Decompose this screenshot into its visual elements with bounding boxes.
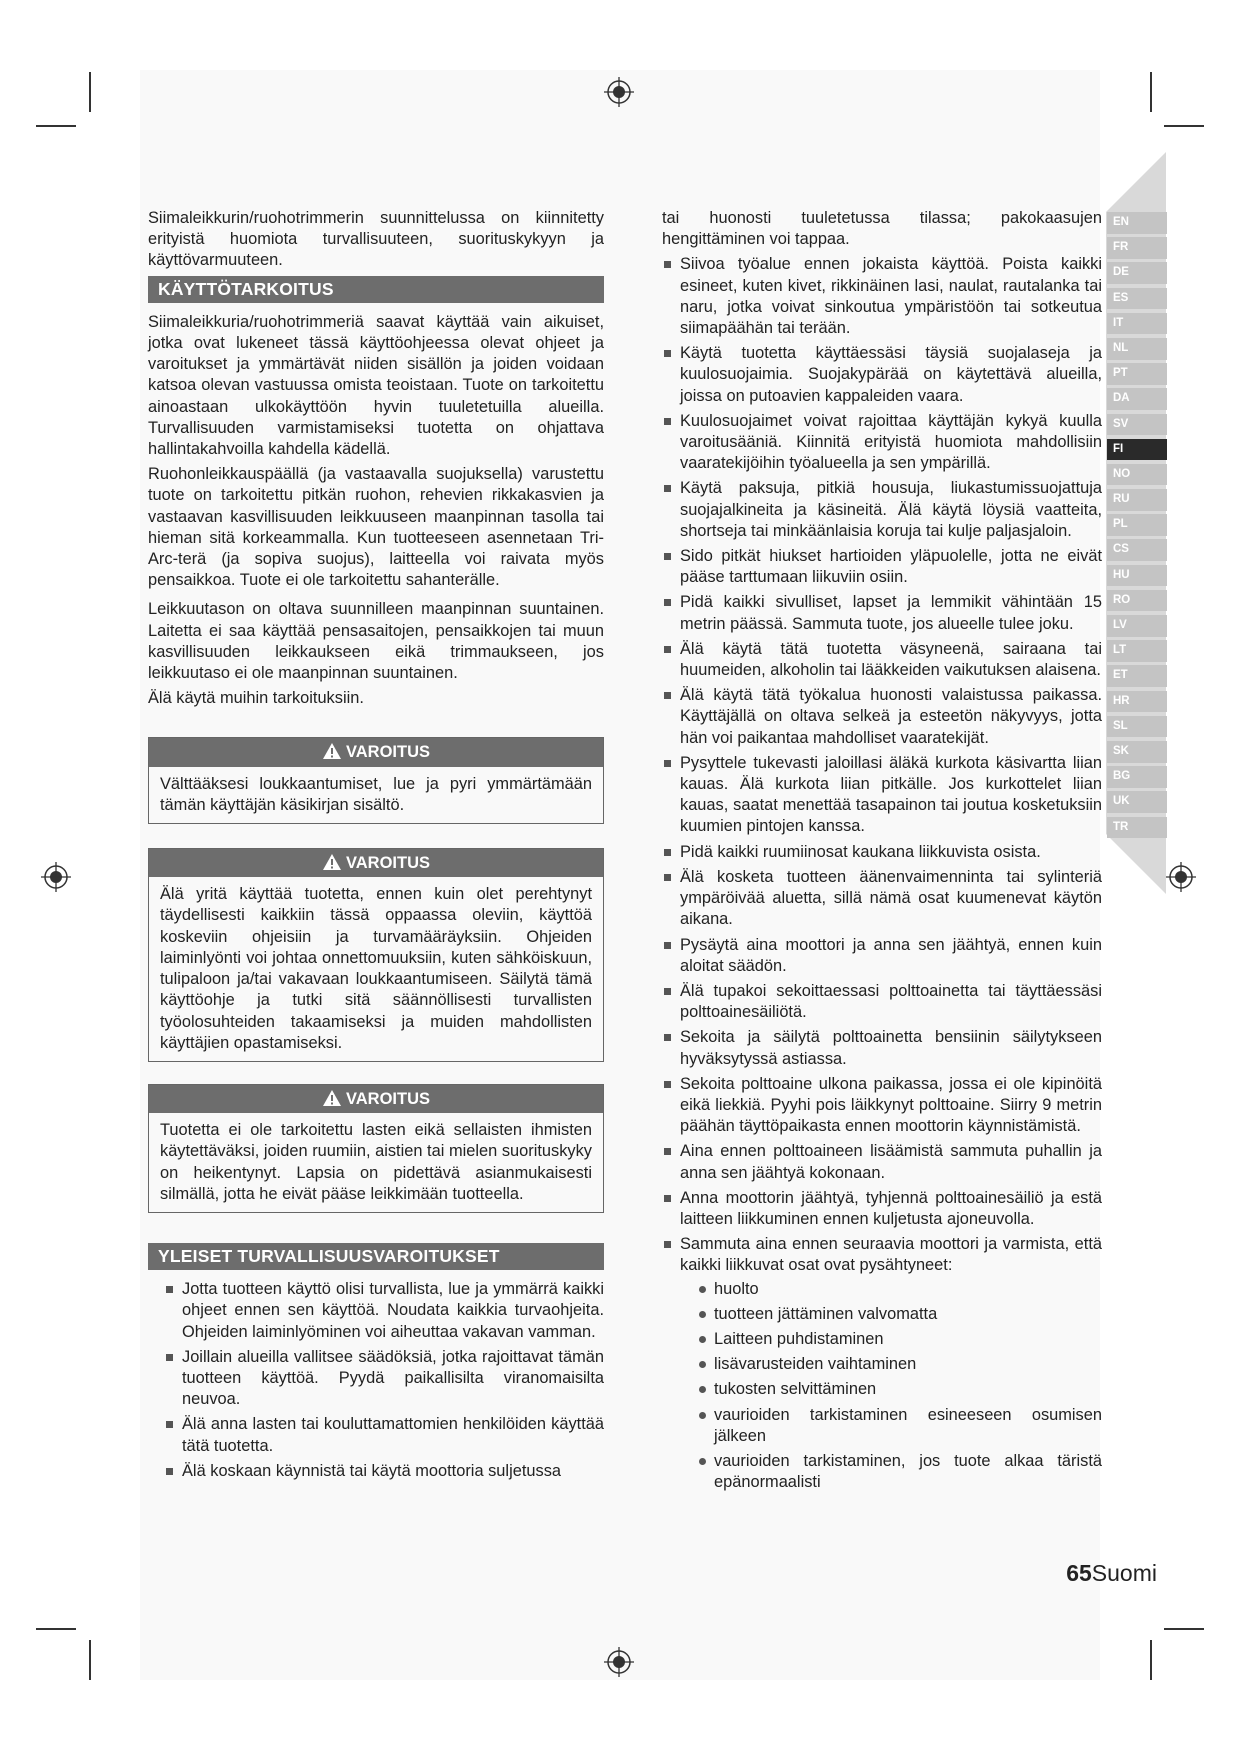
warning-header <box>149 738 603 766</box>
language-tab-de[interactable]: DE <box>1107 262 1167 284</box>
list-item: Pidä kaikki ruumiinosat kaukana liikkuvista osista. <box>662 842 1102 863</box>
list-item: Älä käytä tätä tuotetta väsyneenä, sairaana tai huumeiden, alkoholin tai lääkkeiden vaikutuksen alaisena. <box>662 639 1102 681</box>
language-tab-lv[interactable]: LV <box>1107 615 1167 637</box>
purpose-paragraph: Ruohonleikkauspäällä (ja vastaavalla suojuksella) varustettu tuote on tarkoitettu pitkän ruohon, rehevien rikkakasvien ja vastaavan kasvillisuuden leikkuuseen maanpinnan tasolla tai hieman sitä korkeammalla. Kun tuotteeseen asennetaan Tri-Arc-terä (ja sopiva suojus), laitteella voi raivata myös pensaikkoa. Tuote ei ole tarkoitettu sahanterälle. <box>148 465 604 590</box>
warning-triangle-icon <box>322 742 342 760</box>
sub-list <box>698 1279 1102 1494</box>
registration-mark-icon <box>604 1647 634 1677</box>
crop-mark <box>89 1640 91 1680</box>
warning-box <box>148 848 604 1062</box>
crop-mark <box>1164 125 1204 127</box>
purpose-paragraph: Siimaleikkuria/ruohotrimmeriä saavat käyttää vain aikuiset, jotka ovat lukeneet tässä käyttöohjeessa olevat ohjeet ja varoitukset ja ymmärtävät niiden sisällön ja joiden voidaan katsoa olevan vastuussa omista teoistaan. Tuote on tarkoitettu ainoastaan ulkokäyttöön hyvin tuuletetuilla alueilla. Turvallisuuden varmistamiseksi tuotetta on ohjattava hallintakahvoilla kahdella kädellä. <box>148 312 604 459</box>
language-tab-es[interactable]: ES <box>1107 288 1167 310</box>
language-tab-sl[interactable]: SL <box>1107 716 1167 738</box>
crop-mark <box>36 125 76 127</box>
language-tab-it[interactable]: IT <box>1107 313 1167 335</box>
language-tab-hr[interactable]: HR <box>1107 691 1167 713</box>
list-item: Käytä paksuja, pitkiä housuja, liukastumissuojattuja suojajalkineita ja käsineitä. Älä käytä löysiä vaatteita, shortseja tai minkäänlaisia koruja tai kulje paljasjaloin. <box>662 478 1102 542</box>
safety-list-continued <box>662 254 1102 1493</box>
crop-mark <box>1164 1628 1204 1630</box>
warning-text: Tuotetta ei ole tarkoitettu lasten eikä sellaisten ihmisten käytettäväksi, joiden ruumiin, aistien tai mielen suorituskyky on heikentynyt. Lapsia on pidettävä asianmukaisesti silmällä, jotta he eivät pääse leikkimään tuotteella. <box>160 1121 592 1203</box>
warning-text: Älä yritä käyttää tuotetta, ennen kuin olet perehtynyt täydellisesti kaikkiin tässä oppaassa oleviin, käyttöä koskeviin ohjeisiin ja turvamääräyksiin. Ohjeiden laiminlyönti voi johtaa onnettomuuksiin, kuten sähköiskuun, tulipaloon ja/tai vakavaan loukkaantumiseen. Säilytä tämä käyttöohje ja tutki sitä säännöllisesti turvallisten työolosuhteiden takaamiseksi ja muiden mahdollisten käyttäjien opastamiseksi. <box>160 885 592 1052</box>
sub-list-item: Laitteen puhdistaminen <box>698 1329 1102 1350</box>
warning-title: VAROITUS <box>345 1089 431 1108</box>
warning-triangle-icon <box>322 853 342 871</box>
sub-list-item: tuotteen jättäminen valvomatta <box>698 1304 1102 1325</box>
language-tab-ro[interactable]: RO <box>1107 590 1167 612</box>
page-language-name: Suomi <box>1091 1560 1157 1586</box>
list-item: Pidä kaikki sivulliset, lapset ja lemmikit vähintään 15 metrin päässä. Sammuta tuote, jos alueelle tulee joku. <box>662 592 1102 634</box>
language-tab-nl[interactable]: NL <box>1107 338 1167 360</box>
purpose-paragraph: Leikkuutason on oltava suunnilleen maanpinnan suuntainen. Laitetta ei saa käyttää pensasaitojen, pensaikkojen tai muun kasvillisuuden leikkaukseen eikä trimmaukseen, jos leikkuutaso ei ole maanpinnan suuntainen. <box>148 600 604 683</box>
language-tab-en[interactable]: EN <box>1107 212 1167 234</box>
page-number: 65 <box>1066 1560 1092 1586</box>
list-item: Pysäytä aina moottori ja anna sen jäähtyä, ennen kuin aloitat säädön. <box>662 935 1102 977</box>
warning-text: Välttääksesi loukkaantumiset, lue ja pyri ymmärtämään tämän käyttäjän käsikirjan sisältö. <box>160 774 592 814</box>
intro-paragraph: Siimaleikkurin/ruohotrimmerin suunnittelussa on kiinnitetty erityistä huomiota turvallisuuteen, suorituskykyyn ja käyttövarmuuteen. <box>148 209 604 270</box>
warning-triangle-icon <box>322 1089 342 1107</box>
language-tab-pt[interactable]: PT <box>1107 363 1167 385</box>
language-tab-ru[interactable]: RU <box>1107 489 1167 511</box>
section-heading-purpose: KÄYTTÖTARKOITUS <box>148 276 604 303</box>
language-tab-da[interactable]: DA <box>1107 388 1167 410</box>
language-tab-hu[interactable]: HU <box>1107 565 1167 587</box>
continuation-paragraph: tai huonosti tuuletetussa tilassa; pakokaasujen hengittäminen voi tappaa. <box>662 209 1102 249</box>
language-tab-sv[interactable]: SV <box>1107 414 1167 436</box>
list-item: Jotta tuotteen käyttö olisi turvallista, lue ja ymmärrä kaikki ohjeet ennen sen käyttöä. Noudata kaikkia turvaohjeita. Ohjeiden laiminlyöminen voi aiheuttaa vakavan vamman. <box>164 1279 604 1343</box>
page-footer <box>1066 1560 1157 1587</box>
language-tab-pl[interactable]: PL <box>1107 514 1167 536</box>
language-tab-bg[interactable]: BG <box>1107 766 1167 788</box>
registration-mark-icon <box>604 77 634 107</box>
crop-mark <box>89 72 91 112</box>
warning-title: VAROITUS <box>345 854 431 873</box>
language-tab-fi[interactable]: FI <box>1107 439 1167 461</box>
list-item <box>662 1234 1102 1493</box>
list-item: Sido pitkät hiukset hartioiden yläpuolelle, jotta ne eivät pääse tarttumaan liikuviin osiin. <box>662 546 1102 588</box>
list-item: Sekoita ja säilytä polttoainetta bensiinin säilytykseen hyväksytyssä astiassa. <box>662 1027 1102 1069</box>
sub-list-item: tukosten selvittäminen <box>698 1379 1102 1400</box>
list-item: Aina ennen polttoaineen lisäämistä sammuta puhallin ja anna sen jäähtyä kokonaan. <box>662 1141 1102 1183</box>
registration-mark-icon <box>41 862 71 892</box>
list-item: Älä käytä tätä työkalua huonosti valaistussa paikassa. Käyttäjällä on oltava selkeä ja esteetön näkyvyys, jotta hän voi paikantaa mahdolliset vaaratekijät. <box>662 685 1102 749</box>
crop-mark <box>36 1628 76 1630</box>
list-item: Kuulosuojaimet voivat rajoittaa käyttäjän kykyä kuulla varoitusääniä. Kiinnitä erityistä huomiota mahdollisiin vaaratekijöihin työalueella ja sen ympärillä. <box>662 411 1102 475</box>
warning-box <box>148 737 604 824</box>
right-column <box>662 208 1102 1497</box>
list-item: Joillain alueilla vallitsee säädöksiä, jotka rajoittavat tämän tuotteen käyttöä. Pyydä paikallisilta viranomaisilta neuvoa. <box>164 1347 604 1411</box>
language-tab-lt[interactable]: LT <box>1107 640 1167 662</box>
sub-list-item: vaurioiden tarkistaminen, jos tuote alkaa täristä epänormaalisti <box>698 1451 1102 1493</box>
purpose-paragraph: Älä käytä muihin tarkoituksiin. <box>148 689 364 708</box>
language-tab-sk[interactable]: SK <box>1107 741 1167 763</box>
language-tab-list <box>1107 212 1167 842</box>
warning-header <box>149 1085 603 1113</box>
section-heading-general-safety: YLEISET TURVALLISUUSVAROITUKSET <box>148 1243 604 1270</box>
list-item: Älä koskaan käynnistä tai käytä moottoria suljetussa <box>164 1461 604 1482</box>
warning-header <box>149 849 603 877</box>
list-item: Sekoita polttoaine ulkona paikassa, jossa ei ole kipinöitä eikä liekkiä. Pyyhi pois läikkynyt polttoaine. Siirry 9 metrin päähän täyttöpaikasta ennen moottorin käynnistämistä. <box>662 1074 1102 1138</box>
left-column <box>148 208 604 1486</box>
language-tab-fr[interactable]: FR <box>1107 237 1167 259</box>
list-item: Älä anna lasten tai kouluttamattomien henkilöiden käyttää tätä tuotetta. <box>164 1414 604 1456</box>
list-item: Käytä tuotetta käyttäessäsi täysiä suojalaseja ja kuulosuojaimia. Suojakypärää on käytettävä alueilla, joissa on putoavien kappaleiden vaara. <box>662 343 1102 407</box>
list-item: Älä kosketa tuotteen äänenvaimenninta tai sylinteriä ympäröivää aluetta, sillä nämä osat kuumenevat käytön aikana. <box>662 867 1102 931</box>
list-item: Anna moottorin jäähtyä, tyhjennä polttoainesäiliö ja estä laitteen liikkuminen ennen kuljetusta ajoneuvolla. <box>662 1188 1102 1230</box>
sub-list-item: vaurioiden tarkistaminen esineeseen osumisen jälkeen <box>698 1405 1102 1447</box>
warning-title: VAROITUS <box>345 743 431 762</box>
list-item-text: Sammuta aina ennen seuraavia moottori ja varmista, että kaikki liikkuvat osat ovat pysähtyneet: <box>680 1235 1102 1275</box>
language-tab-no[interactable]: NO <box>1107 464 1167 486</box>
safety-list <box>164 1279 604 1482</box>
language-tab-et[interactable]: ET <box>1107 665 1167 687</box>
language-tab-uk[interactable]: UK <box>1107 791 1167 813</box>
crop-mark <box>1150 72 1152 112</box>
sub-list-item: huolto <box>698 1279 1102 1300</box>
list-item: Älä tupakoi sekoittaessasi polttoainetta tai täyttäessäsi polttoainesäiliötä. <box>662 981 1102 1023</box>
list-item: Siivoa työalue ennen jokaista käyttöä. Poista kaikki esineet, kuten kivet, rikkinäinen lasi, naulat, rautalanka tai naru, jotka voivat sinkoutua ympäristöön tai sotkeutua siimapäähän tai terään. <box>662 254 1102 339</box>
list-item: Pysyttele tukevasti jaloillasi äläkä kurkota käsivartta liian kauas. Älä kurkota liian pitkälle. Jos kurkottelet liian kauas, saatat menettää tasapainon tai joutua kosketuksiin kuumien pintojen kanssa. <box>662 753 1102 838</box>
language-tab-tr[interactable]: TR <box>1107 817 1167 839</box>
language-tab-cs[interactable]: CS <box>1107 539 1167 561</box>
sub-list-item: lisävarusteiden vaihtaminen <box>698 1354 1102 1375</box>
crop-mark <box>1150 1640 1152 1680</box>
warning-box <box>148 1084 604 1213</box>
